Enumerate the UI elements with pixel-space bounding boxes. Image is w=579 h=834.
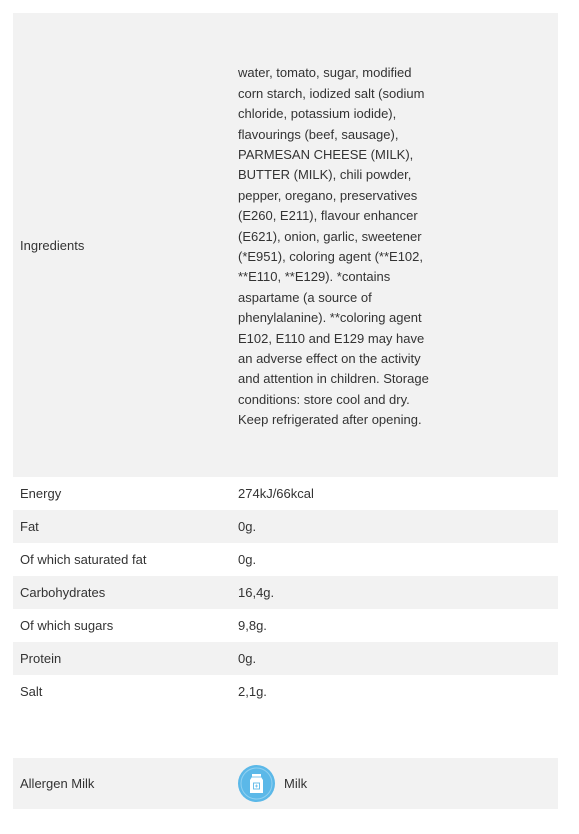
- ingredients-value: water, tomato, sugar, modified corn starch, iodized salt (sodium chloride, potassium iodide), flavourings (beef, sausage), PARMESAN CHEESE (MILK), BUTTER (MILK), chili powder, pepper, oregano, preservatives (E260, E211), flavour enhancer (E621), onion, garlic, sweetener (*E951), coloring agent (**E102, **E110, **E129). *contains aspartame (a source of phenylalanine). **coloring agent E102, E110 and E129 may have an adverse effect on the activity and attention in children. Storage conditions: store cool and dry. Keep refrigerated after opening.: [238, 65, 429, 428]
- nutrition-label: Fat: [20, 519, 39, 534]
- nutrition-value: 16,4g.: [238, 585, 275, 600]
- nutrition-row-carbohydrates: [13, 576, 558, 609]
- nutrition-label: Of which sugars: [20, 618, 114, 633]
- ingredients-row: [13, 13, 558, 477]
- nutrition-value: 0g.: [238, 552, 257, 567]
- nutrition-row-saturated-fat: [13, 543, 558, 576]
- allergen-value: Milk: [284, 776, 308, 791]
- nutrition-label: Carbohydrates: [20, 585, 106, 600]
- nutrition-row-protein: [13, 642, 558, 675]
- nutrition-row-fat: [13, 510, 558, 543]
- nutrition-row-energy: [13, 477, 558, 510]
- nutrition-value: 0g.: [238, 519, 257, 534]
- allergen-label: Allergen Milk: [20, 776, 95, 791]
- nutrition-label: Energy: [20, 486, 62, 501]
- ingredients-label: Ingredients: [20, 237, 85, 253]
- nutrition-value: 274kJ/66kcal: [238, 486, 314, 501]
- nutrition-label: Protein: [20, 651, 62, 666]
- milk-carton-icon: [238, 765, 275, 802]
- allergen-row: [13, 758, 558, 809]
- nutrition-value: 9,8g.: [238, 618, 267, 633]
- nutrition-label: Of which saturated fat: [20, 552, 147, 567]
- product-info-table: [13, 13, 558, 708]
- nutrition-row-sugars: [13, 609, 558, 642]
- nutrition-value: 0g.: [238, 651, 257, 666]
- nutrition-label: Salt: [20, 684, 43, 699]
- nutrition-row-salt: [13, 675, 558, 708]
- nutrition-value: 2,1g.: [238, 684, 267, 699]
